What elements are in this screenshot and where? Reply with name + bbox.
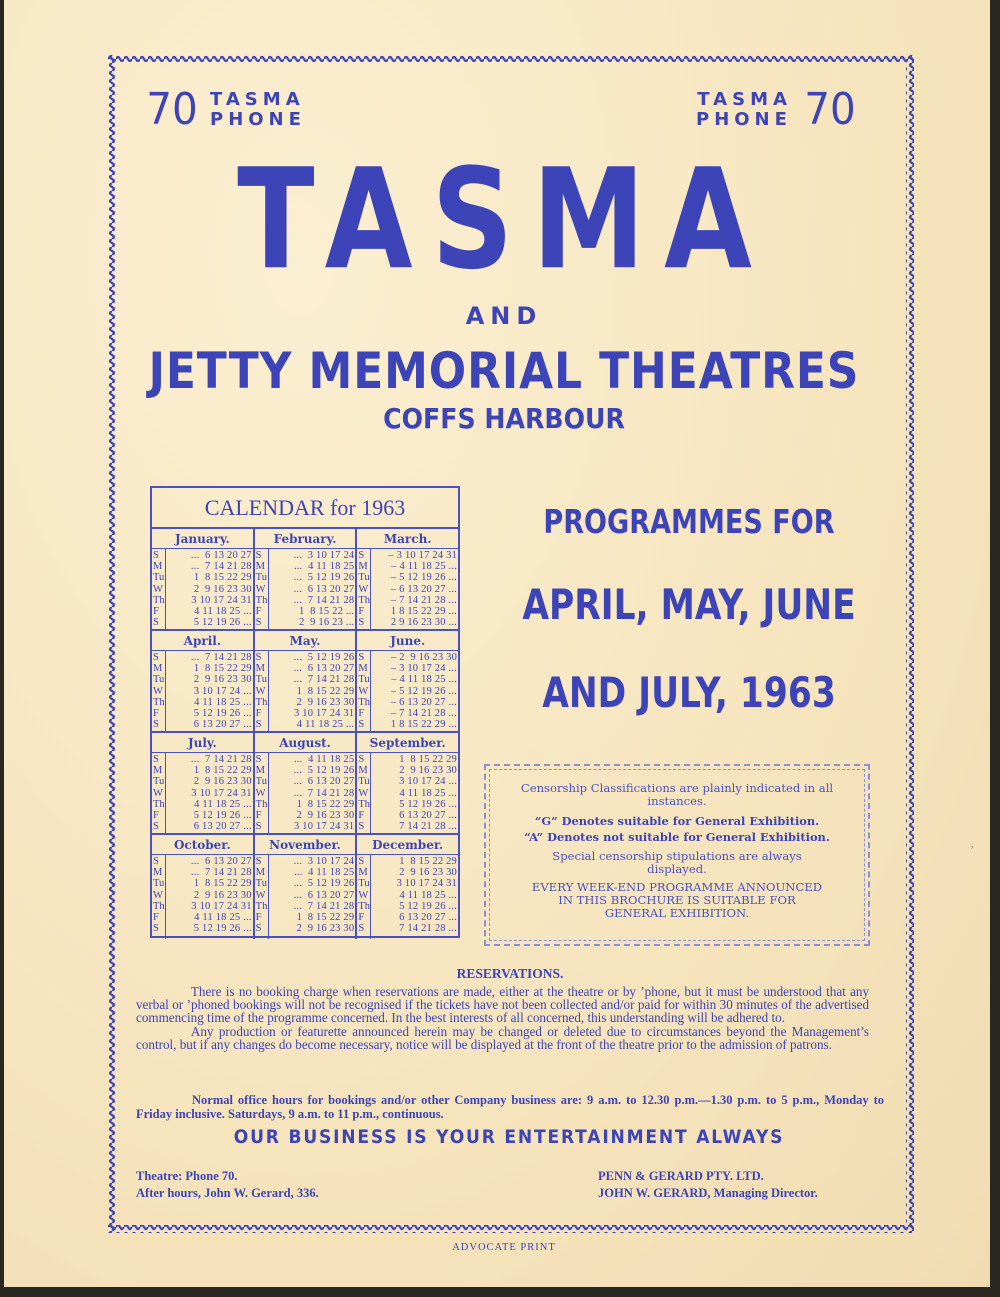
weekday-label: M (358, 663, 368, 675)
weekday-label: Th (358, 594, 371, 606)
month-dates (269, 651, 356, 731)
weekday-labels (255, 753, 269, 833)
brochure-page (4, 0, 990, 1287)
weekday-labels (152, 855, 166, 939)
weekday-label: F (358, 810, 365, 822)
weekday-label: M (255, 765, 266, 777)
calendar-quarter-row (152, 631, 458, 733)
weekday-labels (255, 651, 269, 731)
reservations-section (136, 966, 884, 1051)
weekday-label: S (153, 923, 159, 935)
g-rating-note: “G” Denotes suitable for General Exhibition. (534, 814, 820, 828)
weekday-label: S (255, 923, 262, 935)
date-row: ... 3 10 17 24 (293, 856, 355, 867)
weekday-label: Tu (255, 674, 267, 686)
title-conjunction: AND (465, 302, 543, 330)
date-row: 2 9 16 23 30 (191, 583, 252, 595)
date-row: – 3 10 17 24 31 (388, 550, 458, 561)
date-row: 1 8 15 22 29 (191, 663, 252, 675)
month-dates (371, 549, 458, 629)
date-row: 2 9 16 23 30 ... (390, 617, 458, 629)
main-title: TASMA (237, 139, 771, 301)
weekday-label: Th (358, 696, 371, 708)
weekday-label: Th (255, 696, 268, 708)
weekday-label: F (358, 708, 365, 720)
theatre-phone: Theatre: Phone 70. (136, 1169, 238, 1183)
weekday-label: W (358, 889, 369, 901)
a-rating-note: “A” Denotes not suitable for General Exhibition. (524, 830, 830, 844)
month-dates (371, 753, 458, 833)
phone-number-right: 70 (804, 84, 856, 135)
weekday-labels (255, 855, 269, 939)
weekday-labels (357, 651, 371, 731)
month-name: July. (152, 733, 253, 753)
date-row: 1 8 15 22 29 (191, 572, 252, 584)
weekday-label: Th (255, 900, 268, 912)
date-row: ... 6 13 20 27 (293, 583, 355, 595)
weekday-label: Tu (153, 674, 165, 686)
date-row: ... 4 11 18 25 (293, 867, 355, 879)
date-row: – 4 11 18 25 ... (391, 561, 458, 573)
date-row: – 6 13 20 27 ... (390, 696, 458, 708)
weekday-label: Th (153, 594, 165, 606)
printer-credit: ADVOCATE PRINT (452, 1242, 556, 1253)
weekday-label: Tu (358, 878, 370, 890)
weekday-label: S (153, 754, 159, 765)
date-row: 5 12 19 26 ... (396, 798, 458, 810)
date-row: ... 5 12 19 26 (293, 652, 355, 663)
weekend-note-line3: GENERAL EXHIBITION. (604, 906, 750, 920)
weekday-label: F (153, 912, 159, 924)
weekday-label: S (255, 719, 262, 731)
date-row: ... 7 14 21 28 (190, 652, 252, 663)
date-row: ... 6 13 20 27 (293, 663, 355, 675)
weekday-label: M (358, 561, 368, 573)
calendar-month (152, 529, 255, 629)
date-row: 2 9 16 23 30 (293, 810, 355, 822)
weekday-label: F (153, 606, 159, 618)
month-name: September. (357, 733, 458, 753)
calendar-quarter-row (152, 529, 458, 631)
weekend-note-line2: IN THIS BROCHURE IS SUITABLE FOR (558, 893, 796, 907)
phone-badge-right (696, 84, 858, 135)
office-hours: Normal office hours for bookings and/or other Company business are: 9 a.m. to 12.30 p.m.—1.30 p.m. to 5 p.m., Monday to Friday inclusive. Saturdays, 9 a.m. to 11 p.m., continuous. (136, 1093, 884, 1121)
weekday-labels (357, 753, 371, 833)
date-row: – 3 10 17 24 ... (390, 663, 458, 675)
date-row: 4 11 18 25 ... (396, 787, 458, 799)
date-row: ... 7 14 21 28 (293, 900, 355, 912)
phone-label-tasma-left: TASMA (210, 89, 305, 110)
weekend-note-line1: EVERY WEEK-END PROGRAMME ANNOUNCED (531, 880, 823, 894)
programmes-months-year: AND JULY, 1963 (542, 668, 836, 717)
weekday-label: Th (358, 798, 371, 810)
weekday-label: Th (153, 696, 165, 708)
date-row: ... 6 13 20 27 (293, 889, 355, 901)
ink-smudge-mark: ˒ (970, 838, 974, 852)
calendar-1963 (150, 486, 460, 938)
special-stipulations: Special censorship stipulations are always displayed. (552, 849, 802, 876)
date-row: 4 11 18 25 ... (191, 798, 252, 810)
date-row: 1 8 15 22 29 (396, 754, 458, 765)
weekday-label: S (153, 652, 159, 663)
phone-number-left: 70 (146, 84, 198, 135)
date-row: 3 10 17 24 31 (291, 821, 355, 833)
weekday-label: W (358, 787, 369, 799)
weekday-labels (357, 549, 371, 629)
month-dates (371, 651, 458, 731)
weekday-label: S (255, 550, 262, 561)
weekday-labels (152, 549, 166, 629)
month-name: February. (255, 529, 356, 549)
managing-director: JOHN W. GERARD, Managing Director. (598, 1186, 818, 1200)
weekday-label: Th (153, 798, 165, 810)
month-name: January. (152, 529, 253, 549)
date-row: 1 8 15 22 29 (293, 798, 355, 810)
date-row: ... 5 12 19 26 (293, 878, 355, 890)
date-row: 2 9 16 23 30 (191, 674, 252, 686)
month-dates (166, 549, 253, 629)
calendar-month (255, 631, 358, 731)
month-name: November. (255, 835, 356, 855)
weekday-label: Th (153, 900, 165, 912)
date-row: ... 3 10 17 24 (293, 550, 355, 561)
month-name: March. (357, 529, 458, 549)
weekday-label: S (153, 617, 159, 629)
date-row: – 5 12 19 26 ... (390, 572, 458, 584)
weekday-label: S (255, 856, 262, 867)
date-row: 1 8 15 22 29 (293, 685, 355, 697)
weekday-label: Tu (358, 572, 370, 584)
date-row: 2 9 16 23 30 (293, 923, 355, 935)
weekday-label: S (255, 754, 262, 765)
weekday-label: M (255, 663, 266, 675)
date-row: – 6 13 20 27 ... (390, 583, 458, 595)
calendar-month (357, 631, 458, 731)
weekday-labels (152, 753, 166, 833)
weekday-label: Th (255, 798, 268, 810)
date-row: 4 11 18 25 ... (191, 696, 252, 708)
weekday-label: W (153, 787, 163, 799)
weekday-label: Th (358, 900, 371, 912)
date-row: – 5 12 19 26 ... (390, 685, 458, 697)
date-row: 2 9 16 23 30 (191, 889, 252, 901)
date-row: 3 10 17 24 31 (188, 594, 252, 606)
date-row: 2 9 16 23 30 (293, 696, 355, 708)
phone-badge-left (144, 84, 306, 135)
month-name: October. (152, 835, 253, 855)
calendar-quarter-row (152, 835, 458, 939)
weekday-label: S (153, 821, 159, 833)
calendar-month (152, 835, 255, 939)
weekday-label: S (153, 550, 159, 561)
date-row: 1 8 15 22 29 (396, 856, 458, 867)
footer-company (598, 1168, 818, 1202)
date-row: 2 9 16 23 30 (191, 776, 252, 788)
weekday-labels (255, 549, 269, 629)
calendar-month (255, 733, 358, 833)
month-name: April. (152, 631, 253, 651)
month-name: December. (357, 835, 458, 855)
weekday-label: W (358, 583, 369, 595)
reservations-paragraph-1: There is no booking charge when reservations are made, either at the theatre or by ’phone, but it must be understood that any verbal or ’phoned bookings will not be recognised if the tickets have not been collected and/or paid for within 30 minutes of the advertised commencing time of the programme concerned. In the best interests of all concerned, this understanding will be adhered to. (136, 984, 870, 1026)
month-dates (269, 549, 356, 629)
censorship-notice (484, 764, 870, 946)
weekday-label: Tu (358, 776, 370, 788)
programmes-months: APRIL, MAY, JUNE (522, 580, 856, 629)
calendar-month (152, 733, 255, 833)
weekday-labels (152, 651, 166, 731)
weekday-label: Th (255, 594, 268, 606)
calendar-month (357, 529, 458, 629)
date-row: ... 5 12 19 26 (293, 765, 355, 777)
date-row: ... 7 14 21 28 (293, 674, 355, 686)
after-hours-contact: After hours, John W. Gerard, 336. (136, 1186, 319, 1200)
weekday-label: S (358, 617, 365, 629)
weekday-label: Tu (153, 572, 165, 584)
weekday-label: S (358, 754, 365, 765)
date-row: 4 11 18 25 ... (293, 719, 355, 731)
weekday-label: Tu (358, 674, 370, 686)
date-row: 4 11 18 25 ... (396, 889, 458, 901)
weekday-label: W (255, 889, 266, 901)
weekday-label: W (153, 685, 163, 697)
reservations-paragraph-2: Any production or featurette announced herein may be changed or deleted due to circumstances beyond the Management’s control, but if any changes do become necessary, notice will be displayed at the front of the theatre prior to the admission of patrons. (136, 1023, 870, 1052)
weekday-label: M (358, 765, 368, 777)
weekday-label: F (255, 606, 262, 618)
phone-label-phone-right: PHONE (696, 109, 792, 130)
weekday-labels (357, 855, 371, 939)
calendar-month (357, 733, 458, 833)
date-row: ... 6 13 20 27 (293, 776, 355, 788)
weekday-label: S (255, 652, 262, 663)
month-dates (166, 753, 253, 833)
calendar-quarter-row (152, 733, 458, 835)
date-row: 3 10 17 24 31 (291, 708, 355, 720)
programmes-heading: PROGRAMMES FOR (543, 502, 835, 541)
date-row: 6 13 20 27 ... (396, 912, 458, 924)
weekday-label: F (255, 810, 262, 822)
date-row: 7 14 21 28 ... (396, 923, 458, 935)
month-dates (371, 855, 458, 939)
date-row: – 2 9 16 23 30 (391, 652, 458, 663)
weekday-label: W (153, 583, 163, 595)
calendar-month (152, 631, 255, 731)
censorship-intro: Censorship Classifications are plainly indicated in all instances. (520, 781, 834, 808)
weekday-label: S (358, 652, 365, 663)
month-dates (269, 753, 356, 833)
phone-label-tasma-right: TASMA (697, 89, 792, 110)
date-row: 1 8 15 22 29 ... (390, 719, 458, 731)
weekday-label: S (255, 617, 262, 629)
weekday-label: M (255, 561, 266, 573)
weekday-label: M (153, 561, 163, 573)
date-row: 7 14 21 28 ... (396, 821, 458, 833)
weekday-label: M (255, 867, 266, 879)
date-row: 3 10 17 24 ... (396, 776, 458, 788)
date-row: ... 7 14 21 28 (190, 754, 252, 765)
date-row: ... 7 14 21 28 (293, 594, 355, 606)
date-row: ... 6 13 20 27 (190, 550, 252, 561)
date-row: – 4 11 18 25 ... (391, 674, 458, 686)
date-row: 1 8 15 22 29 ... (390, 606, 458, 618)
date-row: 5 12 19 26 ... (396, 900, 458, 912)
phone-label-phone-left: PHONE (210, 109, 306, 130)
reservations-title: RESERVATIONS. (456, 966, 564, 981)
weekday-label: Tu (255, 572, 267, 584)
weekday-label: W (153, 889, 163, 901)
date-row: 2 9 16 23 30 (396, 765, 458, 777)
weekday-label: F (255, 912, 262, 924)
date-row: 3 10 17 24 31 (188, 787, 252, 799)
month-name: August. (255, 733, 356, 753)
weekday-label: Tu (255, 878, 267, 890)
month-dates (166, 855, 253, 939)
date-row: ... 7 14 21 28 (190, 867, 252, 879)
date-row: – 7 14 21 28 ... (390, 594, 458, 606)
date-row: 3 10 17 24 31 (188, 900, 252, 912)
weekday-label: Tu (255, 776, 267, 788)
weekday-label: W (358, 685, 369, 697)
date-row: – 7 14 21 28 ... (390, 708, 458, 720)
calendar-month (357, 835, 458, 939)
weekday-label: S (358, 550, 365, 561)
date-row: 5 12 19 26 ... (190, 810, 252, 822)
date-row: 1 8 15 22 29 (293, 912, 355, 924)
date-row: ... 6 13 20 27 (190, 856, 252, 867)
slogan: OUR BUSINESS IS YOUR ENTERTAINMENT ALWAYS (233, 1126, 785, 1148)
weekday-label: S (153, 719, 159, 731)
calendar-month (255, 835, 358, 939)
month-dates (166, 651, 253, 731)
date-row: 5 12 19 26 ... (190, 617, 252, 629)
calendar-month (255, 529, 358, 629)
date-row: 1 8 15 22 ... (296, 606, 355, 618)
date-row: 2 9 16 23 30 (396, 867, 458, 879)
date-row: 6 13 20 27 ... (190, 719, 252, 731)
month-name: May. (255, 631, 356, 651)
weekday-label: S (358, 923, 365, 935)
footer-contact (136, 1168, 319, 1202)
date-row: 6 13 20 27 ... (190, 821, 252, 833)
month-dates (269, 855, 356, 939)
date-row: ... 7 14 21 28 (190, 561, 252, 573)
weekday-label: W (255, 583, 266, 595)
company-name: PENN & GERARD PTY. LTD. (598, 1169, 764, 1183)
weekday-label: S (358, 821, 365, 833)
date-row: 1 8 15 22 29 (191, 878, 252, 890)
date-row: 6 13 20 27 ... (396, 810, 458, 822)
date-row: ... 4 11 18 25 (293, 754, 355, 765)
weekday-label: F (255, 708, 262, 720)
weekday-label: M (153, 663, 163, 675)
weekday-label: F (358, 912, 365, 924)
weekday-label: W (255, 787, 266, 799)
weekday-label: Tu (153, 776, 165, 788)
date-row: ... 5 12 19 26 (293, 572, 355, 584)
weekday-label: S (255, 821, 262, 833)
weekday-label: F (153, 810, 159, 822)
date-row: 2 9 16 23 ... (296, 617, 355, 629)
date-row: 5 12 19 26 ... (190, 923, 252, 935)
weekday-label: M (153, 765, 163, 777)
weekday-label: S (358, 856, 365, 867)
weekday-label: S (153, 856, 159, 867)
date-row: ... 4 11 18 25 (293, 561, 355, 573)
weekday-label: M (358, 867, 368, 879)
weekday-label: W (255, 685, 266, 697)
month-name: June. (357, 631, 458, 651)
weekday-label: M (153, 867, 163, 879)
weekday-label: F (358, 606, 365, 618)
weekday-label: F (153, 708, 159, 720)
date-row: 3 10 17 24 31 (393, 878, 458, 890)
theatre-name: JETTY MEMORIAL THEATRES (148, 342, 860, 400)
date-row: 4 11 18 25 ... (191, 912, 252, 924)
weekday-label: S (358, 719, 365, 731)
calendar-title: CALENDAR for 1963 (152, 488, 458, 529)
date-row: 3 10 17 24 ... (190, 685, 252, 697)
date-row: 5 12 19 26 ... (190, 708, 252, 720)
date-row: 1 8 15 22 29 (191, 765, 252, 777)
date-row: 4 11 18 25 ... (191, 606, 252, 618)
weekday-label: Tu (153, 878, 165, 890)
date-row: ... 7 14 21 28 (293, 787, 355, 799)
location: COFFS HARBOUR (383, 402, 625, 435)
